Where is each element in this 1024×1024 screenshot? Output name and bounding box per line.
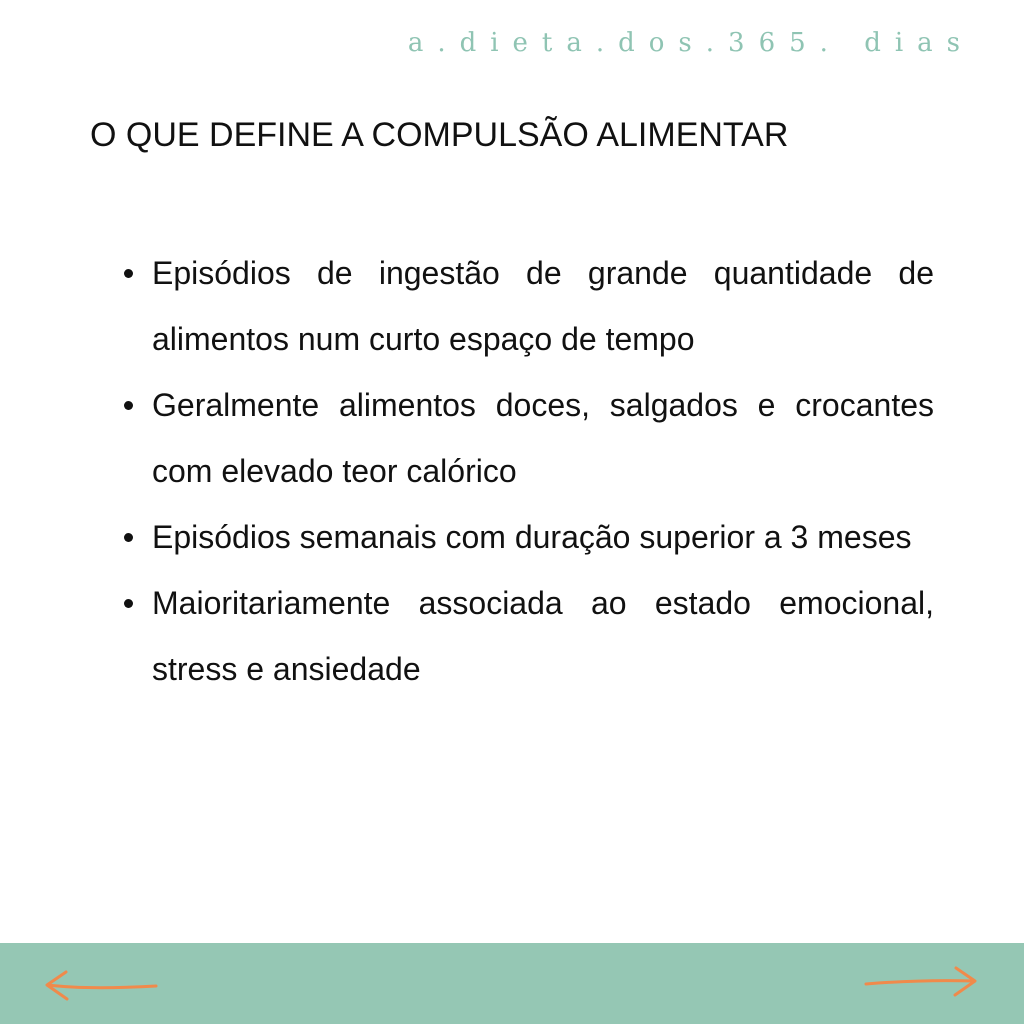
bullet-dot-icon (124, 599, 133, 608)
list-item-text: Episódios semanais com duração superior a 3 meses (152, 519, 912, 555)
list-item (152, 504, 934, 570)
list-item (152, 240, 934, 372)
arrow-left-icon[interactable] (40, 964, 160, 1004)
bullet-dot-icon (124, 401, 133, 410)
list-item (152, 570, 934, 702)
list-item-text: Episódios de ingestão de grande quantidade de alimentos num curto espaço de tempo (152, 255, 934, 357)
list-item-text: Maioritariamente associada ao estado emocional, stress e ansiedade (152, 585, 934, 687)
bullet-list (152, 240, 934, 702)
bullet-dot-icon (124, 269, 133, 278)
arrow-right-icon[interactable] (862, 962, 982, 1002)
list-item (152, 372, 934, 504)
page-title: O QUE DEFINE A COMPULSÃO ALIMENTAR (90, 116, 789, 154)
list-item-text: Geralmente alimentos doces, salgados e crocantes com elevado teor calórico (152, 387, 934, 489)
bullet-dot-icon (124, 533, 133, 542)
brand-watermark: a.dieta.dos.365. dias (407, 28, 974, 58)
